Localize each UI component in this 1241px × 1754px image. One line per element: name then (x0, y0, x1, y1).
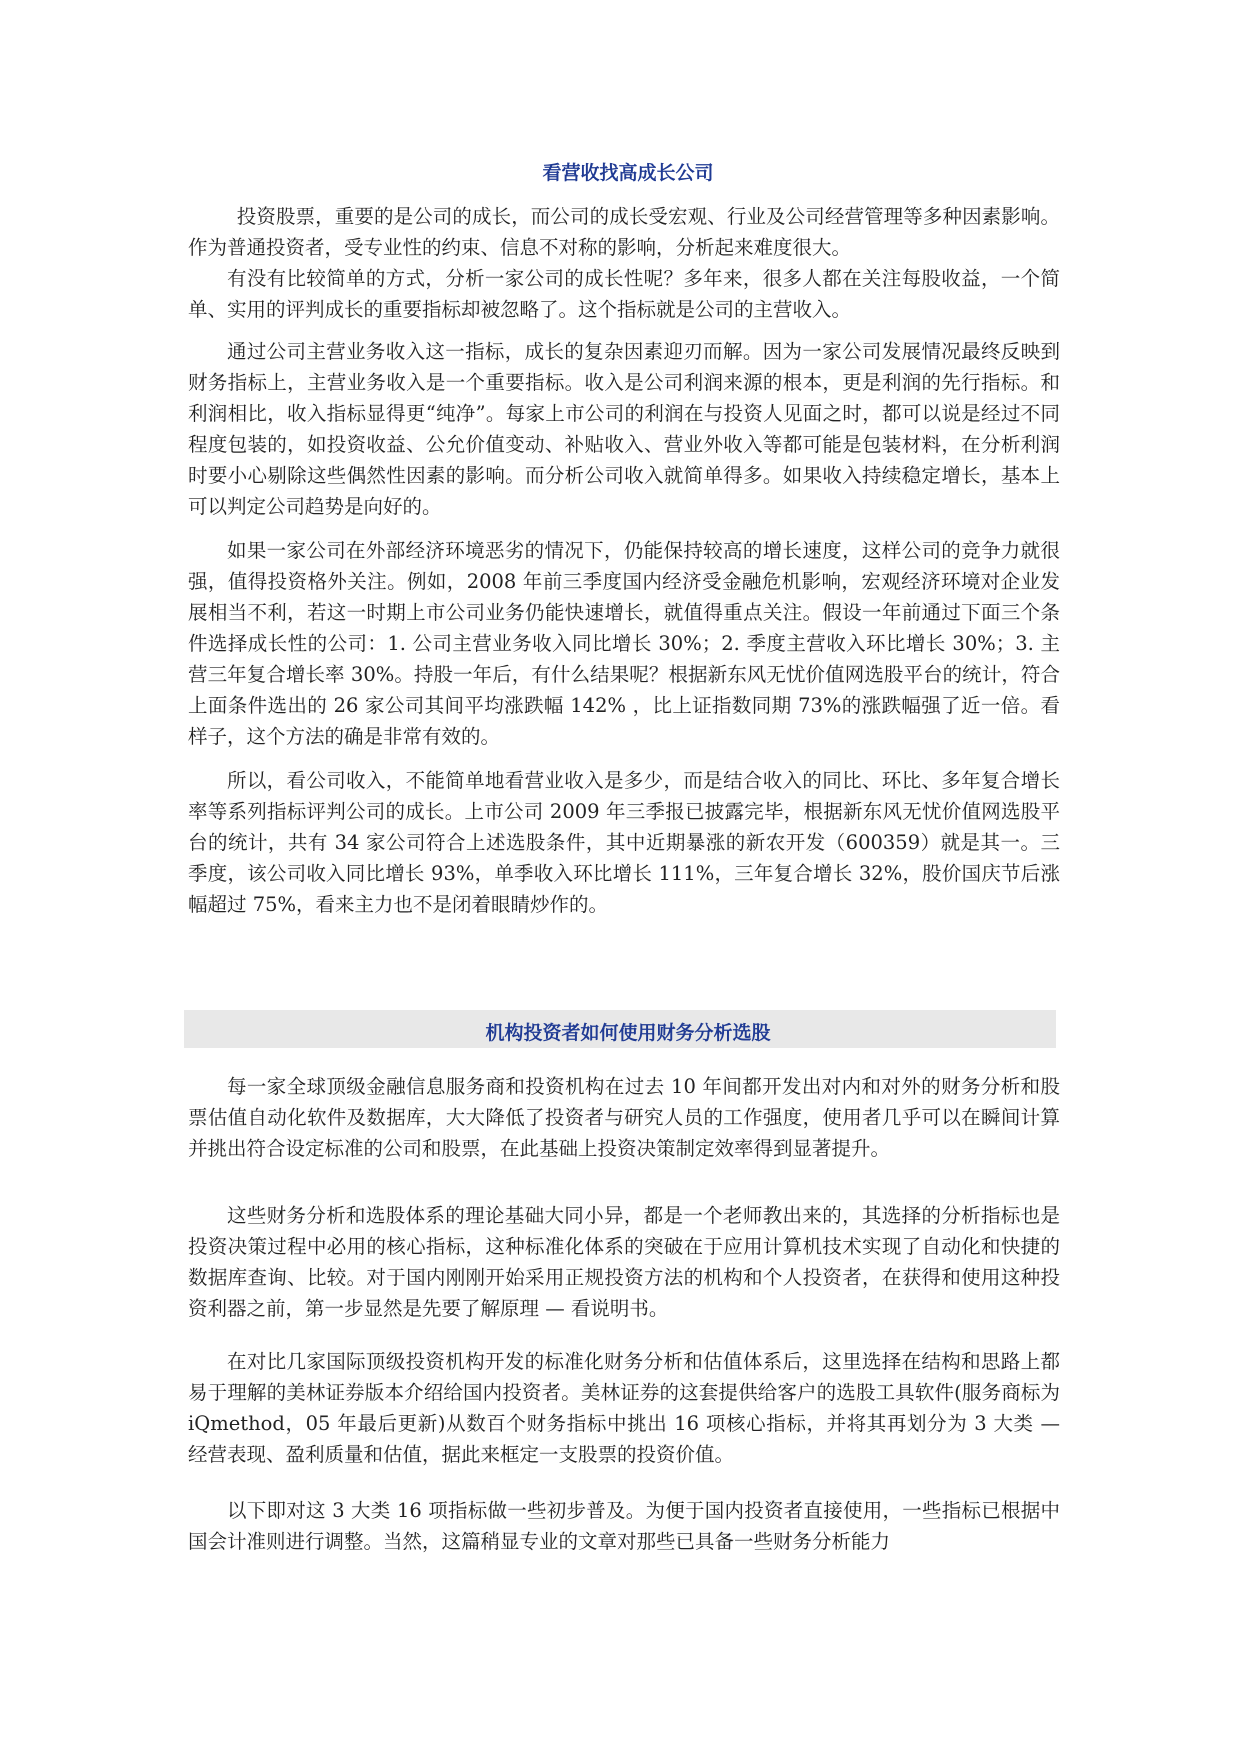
article-paragraph: 在对比几家国际顶级投资机构开发的标准化财务分析和估值体系后，这里选择在结构和思路上都易于理解的美林证券版本介绍给国内投资者。美林证券的这套提供给客户的选股工具软件(服务商标为 iQmethod，05 年最后更新)从数百个财务指标中挑出 16 项核心指标，并将其再划分为 3 大类 — 经营表现、盈利质量和估值，据此来框定一支股票的投资价值。 (188, 1350, 1060, 1466)
article-paragraph: 如果一家公司在外部经济环境恶劣的情况下，仍能保持较高的增长速度，这样公司的竞争力就很强，值得投资格外关注。例如，2008 年前三季度国内经济受金融危机影响，宏观经济环境对企业发展相当不利，若这一时期上市公司业务仍能快速增长，就值得重点关注。假设一年前通过下面三个条件选择成长性的公司：1. 公司主营业务收入同比增长 30%；2. 季度主营收入环比增长 30%；3. 主营三年复合增长率 30%。持股一年后，有什么结果呢？根据新东风无忧价值网选股平台的统计，符合上面条件选出的 26 家公司其间平均涨跌幅 142% ，比上证指数同期 73%的涨跌幅强了近一倍。看样子，这个方法的确是非常有效的。 (188, 539, 1060, 748)
article-paragraph: 所以，看公司收入，不能简单地看营业收入是多少，而是结合收入的同比、环比、多年复合增长率等系列指标评判公司的成长。上市公司 2009 年三季报已披露完毕，根据新东风无忧价值网选股平台的统计，共有 34 家公司符合上述选股条件，其中近期暴涨的新农开发（600359）就是其一。三季度，该公司收入同比增长 93%，单季收入环比增长 111%，三年复合增长 32%，股价国庆节后涨幅超过 75%，看来主力也不是闭着眼睛炒作的。 (188, 769, 1060, 916)
article-paragraph: 这些财务分析和选股体系的理论基础大同小异，都是一个老师教出来的，其选择的分析指标也是投资决策过程中必用的核心指标，这种标准化体系的突破在于应用计算机技术实现了自动化和快捷的数据库查询、比较。对于国内刚刚开始采用正规投资方法的机构和个人投资者，在获得和使用这种投资利器之前，第一步显然是先要了解原理 — 看说明书。 (188, 1204, 1060, 1320)
article-paragraph: 以下即对这 3 大类 16 项指标做一些初步普及。为便于国内投资者直接使用，一些指标已根据中国会计准则进行调整。当然，这篇稍显专业的文章对那些已具备一些财务分析能力 (188, 1499, 1060, 1553)
article-title: 看营收找高成长公司 (542, 162, 714, 184)
article-paragraph: 每一家全球顶级金融信息服务商和投资机构在过去 10 年间都开发出对内和对外的财务分析和股票估值自动化软件及数据库，大大降低了投资者与研究人员的工作强度，使用者几乎可以在瞬间计算并挑出符合设定标准的公司和股票，在此基础上投资决策制定效率得到显著提升。 (188, 1075, 1060, 1160)
article-paragraph: 投资股票，重要的是公司的成长，而公司的成长受宏观、行业及公司经营管理等多种因素影响。作为普通投资者，受专业性的约束、信息不对称的影响，分析起来难度很大。 (188, 205, 1060, 259)
article-paragraph: 有没有比较简单的方式，分析一家公司的成长性呢？多年来，很多人都在关注每股收益，一个简单、实用的评判成长的重要指标却被忽略了。这个指标就是公司的主营收入。 (188, 267, 1060, 321)
article-paragraph: 通过公司主营业务收入这一指标，成长的复杂因素迎刃而解。因为一家公司发展情况最终反映到财务指标上，主营业务收入是一个重要指标。收入是公司利润来源的根本，更是利润的先行指标。和利润相比，收入指标显得更“纯净”。每家上市公司的利润在与投资人见面之时，都可以说是经过不同程度包装的，如投资收益、公允价值变动、补贴收入、营业外收入等都可能是包装材料，在分析利润时要小心剔除这些偶然性因素的影响。而分析公司收入就简单得多。如果收入持续稳定增长，基本上可以判定公司趋势是向好的。 (188, 340, 1060, 518)
section-title: 机构投资者如何使用财务分析选股 (485, 1022, 771, 1044)
